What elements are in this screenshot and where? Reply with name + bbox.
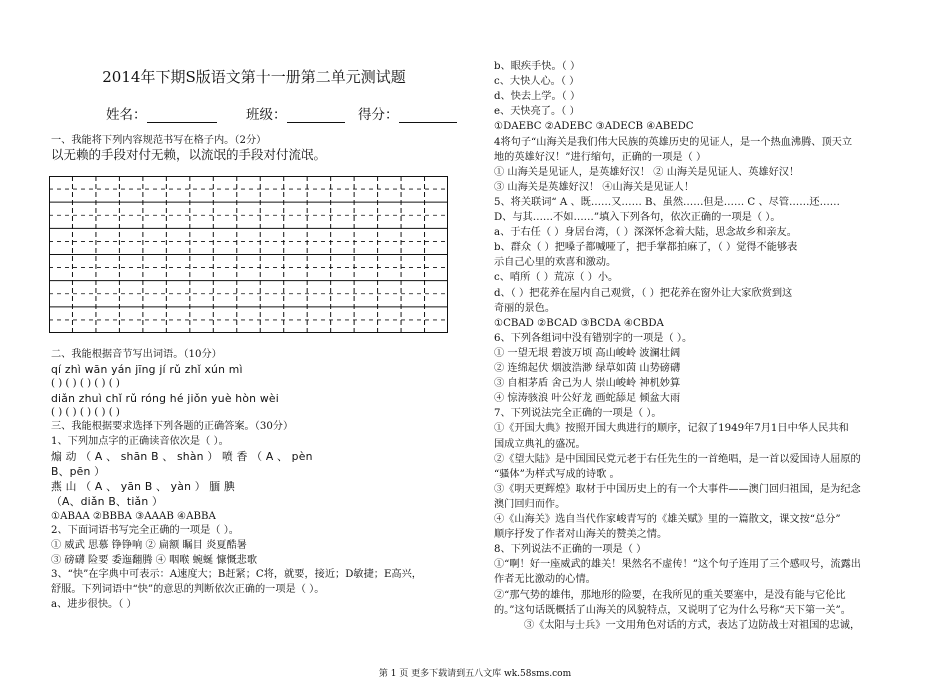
q7-option-4: ④《山海关》选自当代作家峻青写的《雄关赋》里的一篇散文，课文按“总分” [494, 514, 841, 525]
q6-option-1[interactable]: ① 一望无垠 碧波万顷 高山峻岭 波澜壮阔 [494, 347, 681, 359]
pinyin-row-1: qí zhì wān yán jīng jí rǔ zhǐ xún mì [51, 363, 243, 376]
q7-option-3: ③《明天更辉煌》取材于中国历史上的有一个大事件——澳门回归祖国，是为纪念 [494, 483, 861, 495]
q7-option-1: ①《开国大典》按照开国大典进行的顺序，记叙了1949年7月1日中华人民共和 [494, 423, 849, 435]
section-1-heading: 一、我能将下列内容规范书写在格子内。（2分） [51, 135, 267, 146]
class-blank[interactable] [287, 108, 345, 123]
q5-item-b-cont: 示自己心里的欢喜和激动。 [494, 257, 617, 269]
q5-item-b: b、群众（ ）把嗓子都喊哑了，把手掌都拍麻了，（ ）觉得不能够表 [494, 242, 798, 254]
q7-option-2: ②《望大陆》是中国国民党元老于右任先生的一首绝唱，是一首以爱国诗人屈原的 [494, 453, 861, 465]
q1-line-4: （A、diǎn B、tiǎn ） [51, 495, 164, 508]
q8-option-2-cont: 的。”这句话既概括了山海关的风貌特点，又说明了它为什么号称“天下第一关”。 [494, 604, 851, 616]
q5-options[interactable]: ①CBAD ②BCAD ③BCDA ④CBDA [494, 317, 664, 329]
q5-item-d-cont: 奇丽的景色。 [494, 302, 556, 314]
question-5: 5、将关联词“ A 、既……又…… B、虽然……但是…… C 、尽管……还…… [494, 196, 840, 208]
question-4-cont: 地的英雄好汉！”进行缩句，正确的一项是（ ） [494, 151, 707, 163]
q1-line-3: 燕 山 （ A 、 yān B 、 yàn ） 腼 腆 [51, 480, 236, 493]
question-3-cont: 舒服。下列词语中“快”的意思的判断依次正确的一项是（ ）。 [51, 584, 325, 595]
answer-row-1[interactable]: ( ) ( ) ( ) ( ) ( ) [51, 378, 120, 389]
page-footer: 第 1 页 更多下载请到五八文库 wk.58sms.com [378, 669, 572, 679]
q3-item-a[interactable]: a、进步很快。（ ） [51, 599, 137, 610]
answer-row-2[interactable]: ( ) ( ) ( ) ( ) ( ) [51, 407, 120, 418]
q5-item-a: a、于右任（ ）身居台湾，（ ）深深怀念着大陆，思念故乡和亲友。 [494, 227, 797, 239]
q7-option-4-cont: 顺序抒发了作者对山海关的赞美之情。 [494, 529, 668, 541]
name-field[interactable] [106, 103, 217, 123]
q8-option-1: ①“啊！好一座威武的雄关！果然名不虚传！”这个句子连用了三个感叹号，流露出 [494, 559, 861, 571]
q8-option-2: ②“那气势的雄伟，那地形的险要，在我所见的重关要塞中，是没有能与它伦比 [494, 589, 846, 601]
q3-options[interactable]: ①DAEBC ②ADEBC ③ADECB ④ABEDC [494, 121, 694, 133]
score-blank[interactable] [399, 108, 457, 123]
question-1: 1、下列加点字的正确读音依次是（ ）。 [51, 436, 229, 447]
q6-option-3[interactable]: ③ 自相茅盾 舍己为人 崇山峻岭 神机妙算 [494, 378, 681, 390]
q8-option-1-cont: 作者无比激动的心情。 [494, 574, 596, 586]
q1-line-2: B、pēn ） [51, 465, 106, 478]
q1-line-1: 煽 动 （ A 、 shān B 、 shàn ） 喷 香 （ A 、 pèn [51, 450, 313, 463]
q3-item-c[interactable]: c、大快人心。（ ） [494, 76, 580, 88]
copy-sentence: 以无赖的手段对付无赖，以流氓的手段对付流氓。 [51, 147, 327, 162]
q3-item-b[interactable]: b、眼疾手快。（ ） [494, 61, 581, 72]
writing-grid[interactable] [49, 176, 448, 333]
q2-options-1[interactable]: ① 威武 思慕 铮铮响 ② 扁额 瞩目 炎夏酷暑 [51, 540, 247, 551]
q7-option-1-cont: 国成立典礼的盛况。 [494, 438, 586, 450]
q3-item-d[interactable]: d、快去上学。（ ） [494, 91, 581, 103]
score-field[interactable] [358, 103, 457, 123]
section-2-heading: 二、我能根据音节写出词语。（10分） [51, 349, 222, 360]
name-label: 姓名： [106, 107, 147, 123]
question-8: 8、下列说法不正确的一项是（ ） [494, 544, 647, 556]
q5-item-c: c、哨所（ ）荒凉（ ）小。 [494, 272, 619, 284]
q1-options[interactable]: ①ABAA ②BBBA ③AAAB ④ABBA [51, 511, 216, 522]
name-blank[interactable] [147, 108, 217, 123]
q7-option-2-cont: “骚体”为样式写成的诗歌 。 [494, 468, 620, 480]
q6-option-2[interactable]: ② 连绵起伏 烟波浩渺 绿草如茵 山势磅礴 [494, 363, 681, 374]
class-label: 班级： [246, 107, 287, 123]
question-3: 3、“快”在字典中可表示：A速度大；B赶紧；C将，就要，接近；D敏捷；E高兴， [51, 569, 422, 580]
class-field[interactable] [246, 103, 345, 123]
question-4: 4将句子“山海关是我们伟大民族的英雄历史的见证人，是一个热血沸腾、顶天立 [494, 136, 853, 148]
q4-options-2[interactable]: ③ 山海关是英雄好汉！ ④山海关是见证人！ [494, 181, 695, 193]
q8-option-3: ③《太阳与士兵》一文用角色对话的方式，表达了边防战士对祖国的忠诚， [524, 619, 861, 631]
q2-options-2[interactable]: ③ 磅礴 险要 委迤翻腾 ④ 咽喉 蜿蜒 慷慨悲歌 [51, 555, 258, 566]
question-7: 7、下列说法完全正确的一项是（ ）。 [494, 408, 662, 420]
q7-option-3-cont: 澳门回归而作。 [494, 498, 566, 510]
q4-options-1[interactable]: ① 山海关是见证人，是英雄好汉！ ② 山海关是见证人、英雄好汉！ [494, 166, 800, 178]
question-5-cont: D、与其……不如……”填入下列各句，依次正确的一项是（ ）。 [494, 212, 781, 223]
score-label: 得分： [358, 107, 399, 123]
section-3-heading: 三、我能根据要求选择下列各题的正确答案。（30分） [51, 421, 294, 432]
q3-item-e[interactable]: e、天快亮了。（ ） [494, 106, 580, 118]
q6-option-4[interactable]: ④ 惊涛骇浪 叶公好龙 画蛇舔足 倾盆大雨 [494, 393, 681, 405]
pinyin-row-2: diǎn zhuì chǐ rǔ róng hé jiǒn yuè hòn wèi [51, 392, 279, 405]
question-2: 2、下面词语书写完全正确的一项是（ ）。 [51, 525, 239, 536]
question-6: 6、下列各组词中没有错别字的一项是（ ）。 [494, 332, 693, 344]
page-title: 2014年下期S版语文第十一册第二单元测试题 [102, 68, 406, 86]
q5-item-d: d、（ ）把花养在屋内自己观赏，（ ）把花养在窗外让大家欣赏到这 [494, 287, 793, 299]
